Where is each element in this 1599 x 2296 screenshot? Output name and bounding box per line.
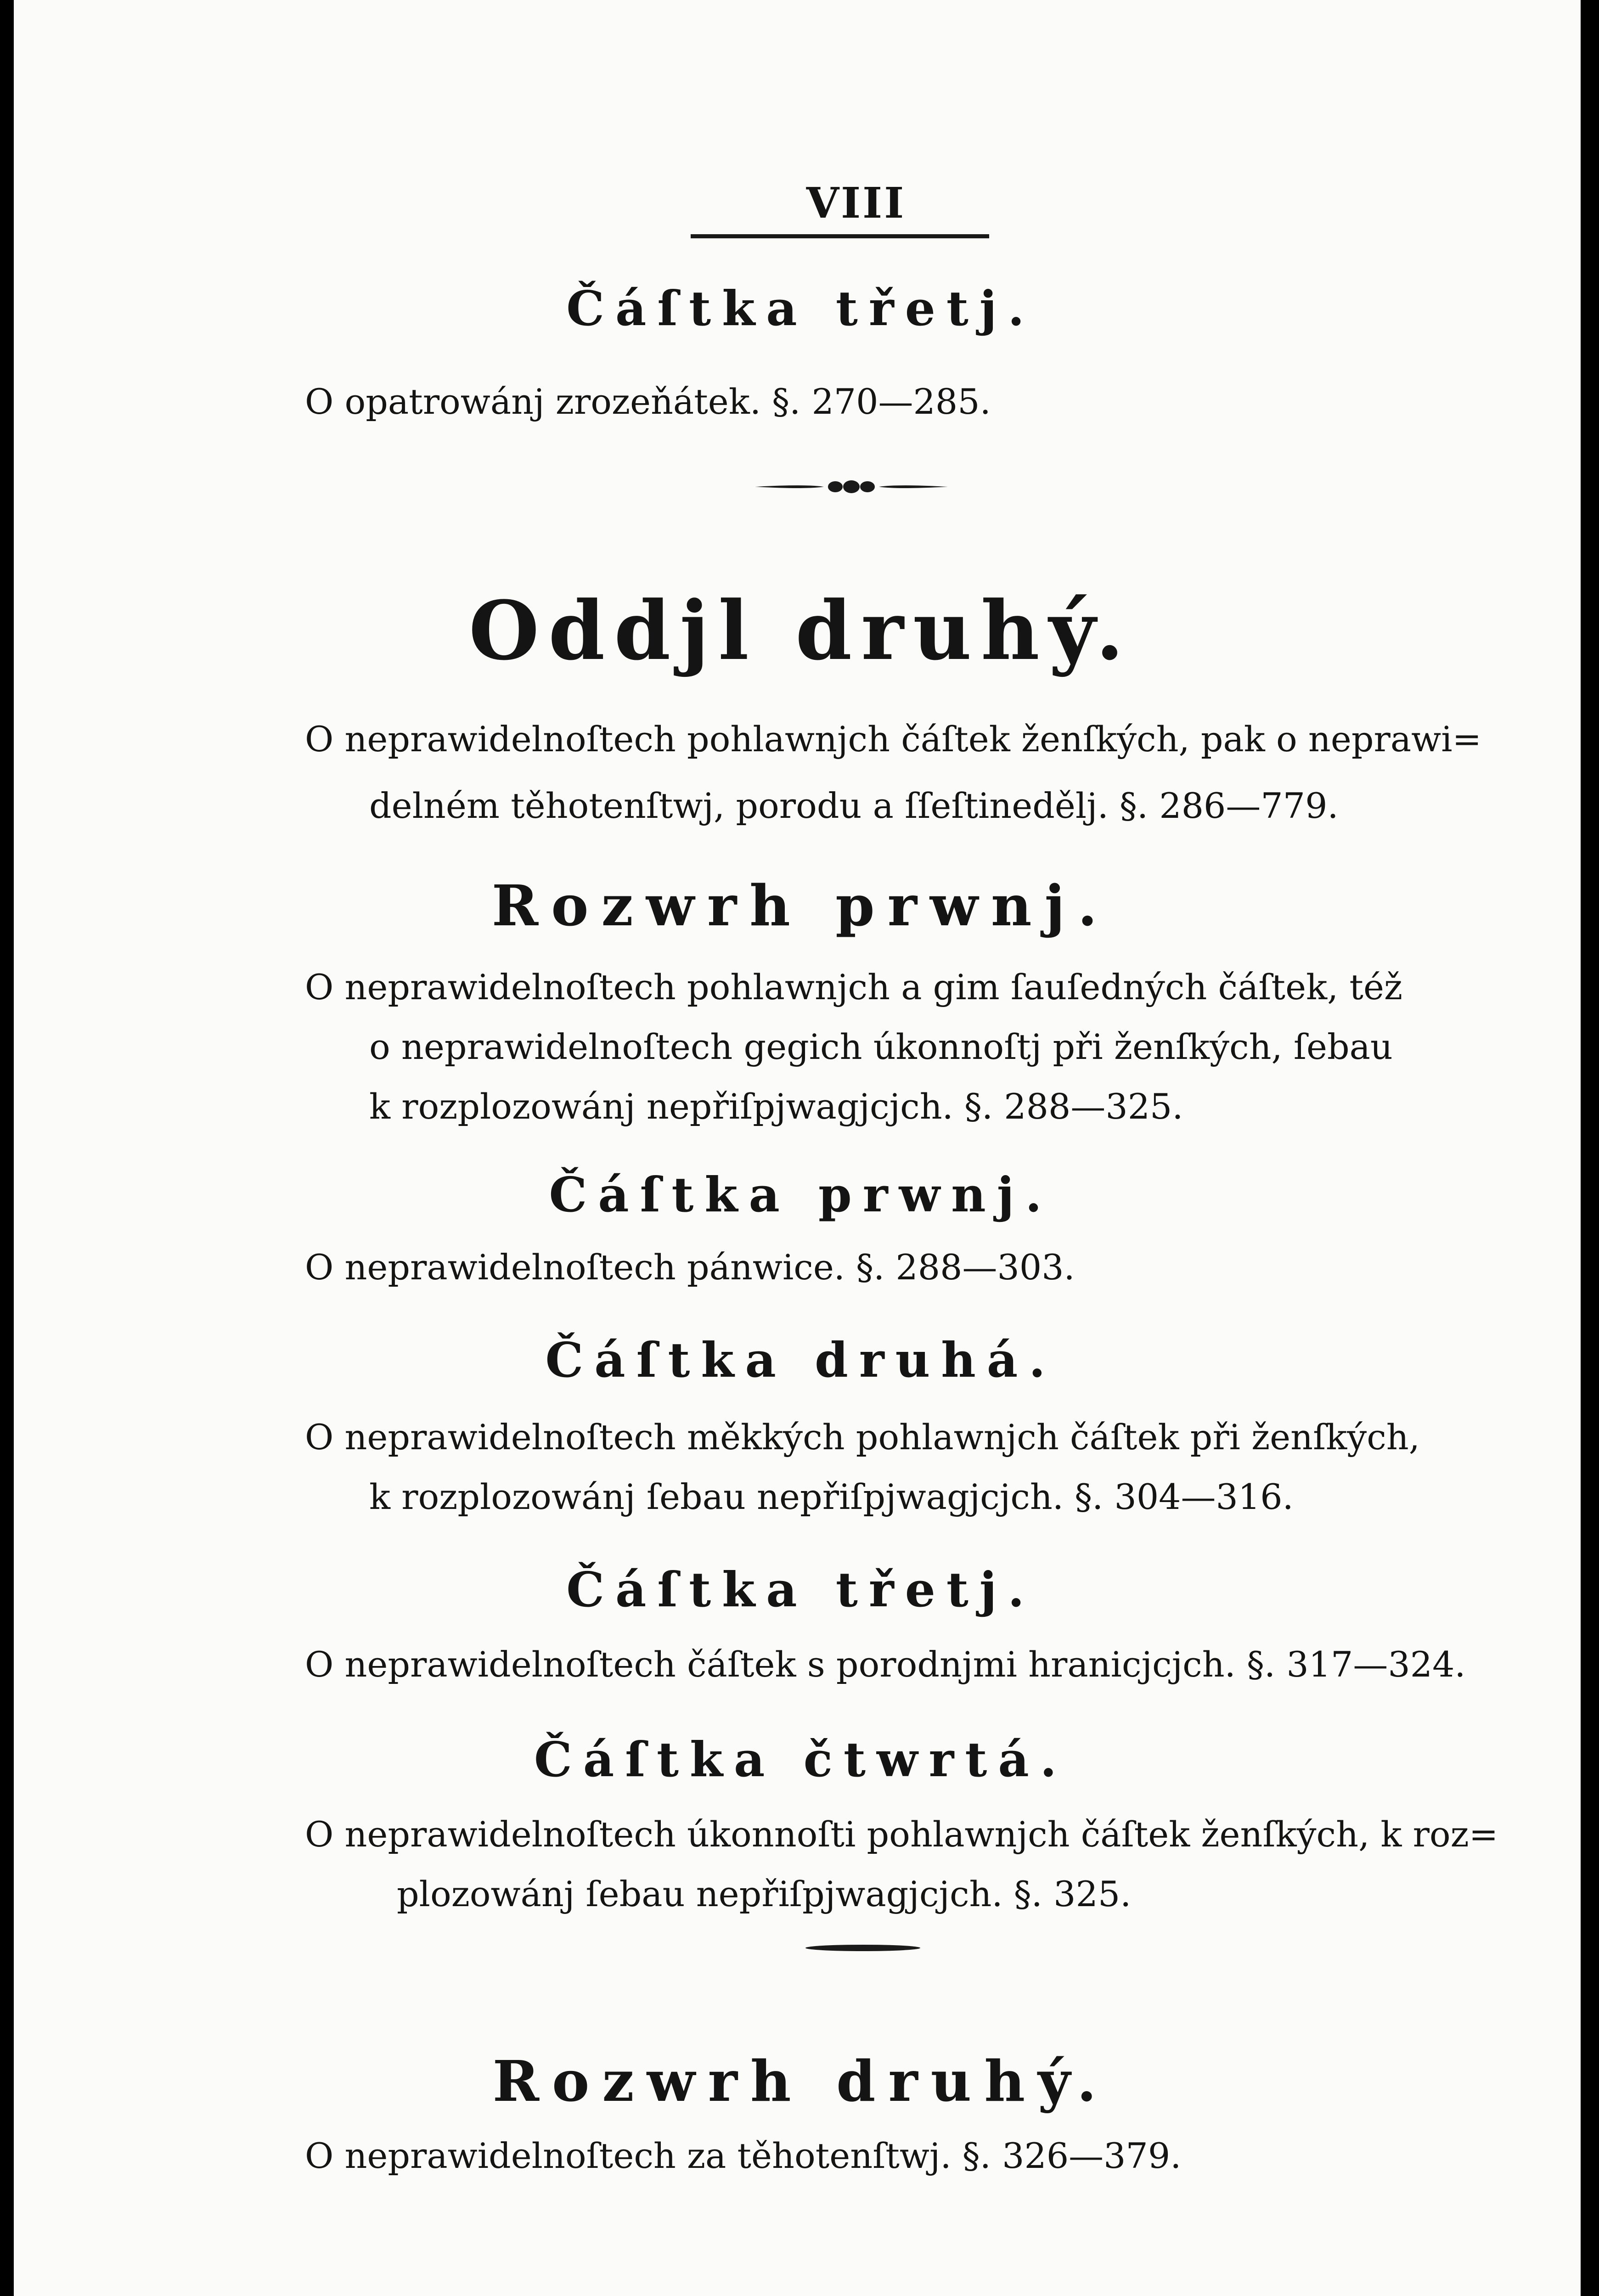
text-line: k rozplozowánj ſebau nepřiſpjwagjcjch. §. 304—316. [369,1476,1294,1517]
text-line: O opatrowánj zrozeňátek. §. 270—285. [305,381,991,422]
header-rule [691,234,989,238]
text-line: O neprawidelnoſtech pánwice. §. 288—303. [305,1247,1075,1288]
section-divider [805,1945,920,1951]
section-heading-castka-druha: Čáſtka druhá. [545,1332,1057,1388]
section-heading-castka-prwnj: Čáſtka prwnj. [549,1166,1053,1223]
page-number: VIII [806,178,906,228]
text-line: O neprawidelnoſtech pohlawnjch čáſtek ženſkých, pak o neprawi= [305,719,1482,760]
text-line: o neprawidelnoſtech gegich úkonnoſtj při ženſkých, ſebau [369,1026,1393,1067]
text-line: O neprawidelnoſtech za těhotenſtwj. §. 326—379. [305,2135,1182,2176]
text-line: delném těhotenſtwj, porodu a ſſeſtinedělj. §. 286—779. [369,785,1339,826]
section-heading-castka-treti: Čáſtka třetj. [566,280,1036,337]
text-line: O neprawidelnoſtech měkkých pohlawnjch čáſtek při ženſkých, [305,1417,1420,1458]
scan-border-right [1581,0,1599,2296]
ornament-divider [755,478,948,496]
text-line: plozowánj ſebau nepřiſpjwagjcjch. §. 325. [397,1874,1132,1914]
text-line: O neprawidelnoſtech úkonnoſti pohlawnjch čáſtek ženſkých, k roz= [305,1814,1498,1855]
chapter-heading-rozwrh-prwnj: Rozwrh prwnj. [491,872,1110,939]
section-heading-castka-treti-2: Čáſtka třetj. [566,1561,1036,1618]
text-line: O neprawidelnoſtech pohlawnjch a gim ſauſedných čáſtek, též [305,967,1402,1007]
division-heading-oddil-druhy: Oddjl druhý. [468,583,1133,678]
text-line: k rozplozowánj nepřiſpjwagjcjch. §. 288—325. [369,1086,1183,1127]
scan-border-left [0,0,14,2296]
section-heading-castka-ctwrta: Čáſtka čtwrtá. [534,1731,1068,1788]
book-page [11,0,1591,2296]
chapter-heading-rozwrh-druhy: Rozwrh druhý. [492,2048,1109,2114]
text-line: O neprawidelnoſtech čáſtek s porodnjmi hranicjcjch. §. 317—324. [305,1644,1466,1685]
